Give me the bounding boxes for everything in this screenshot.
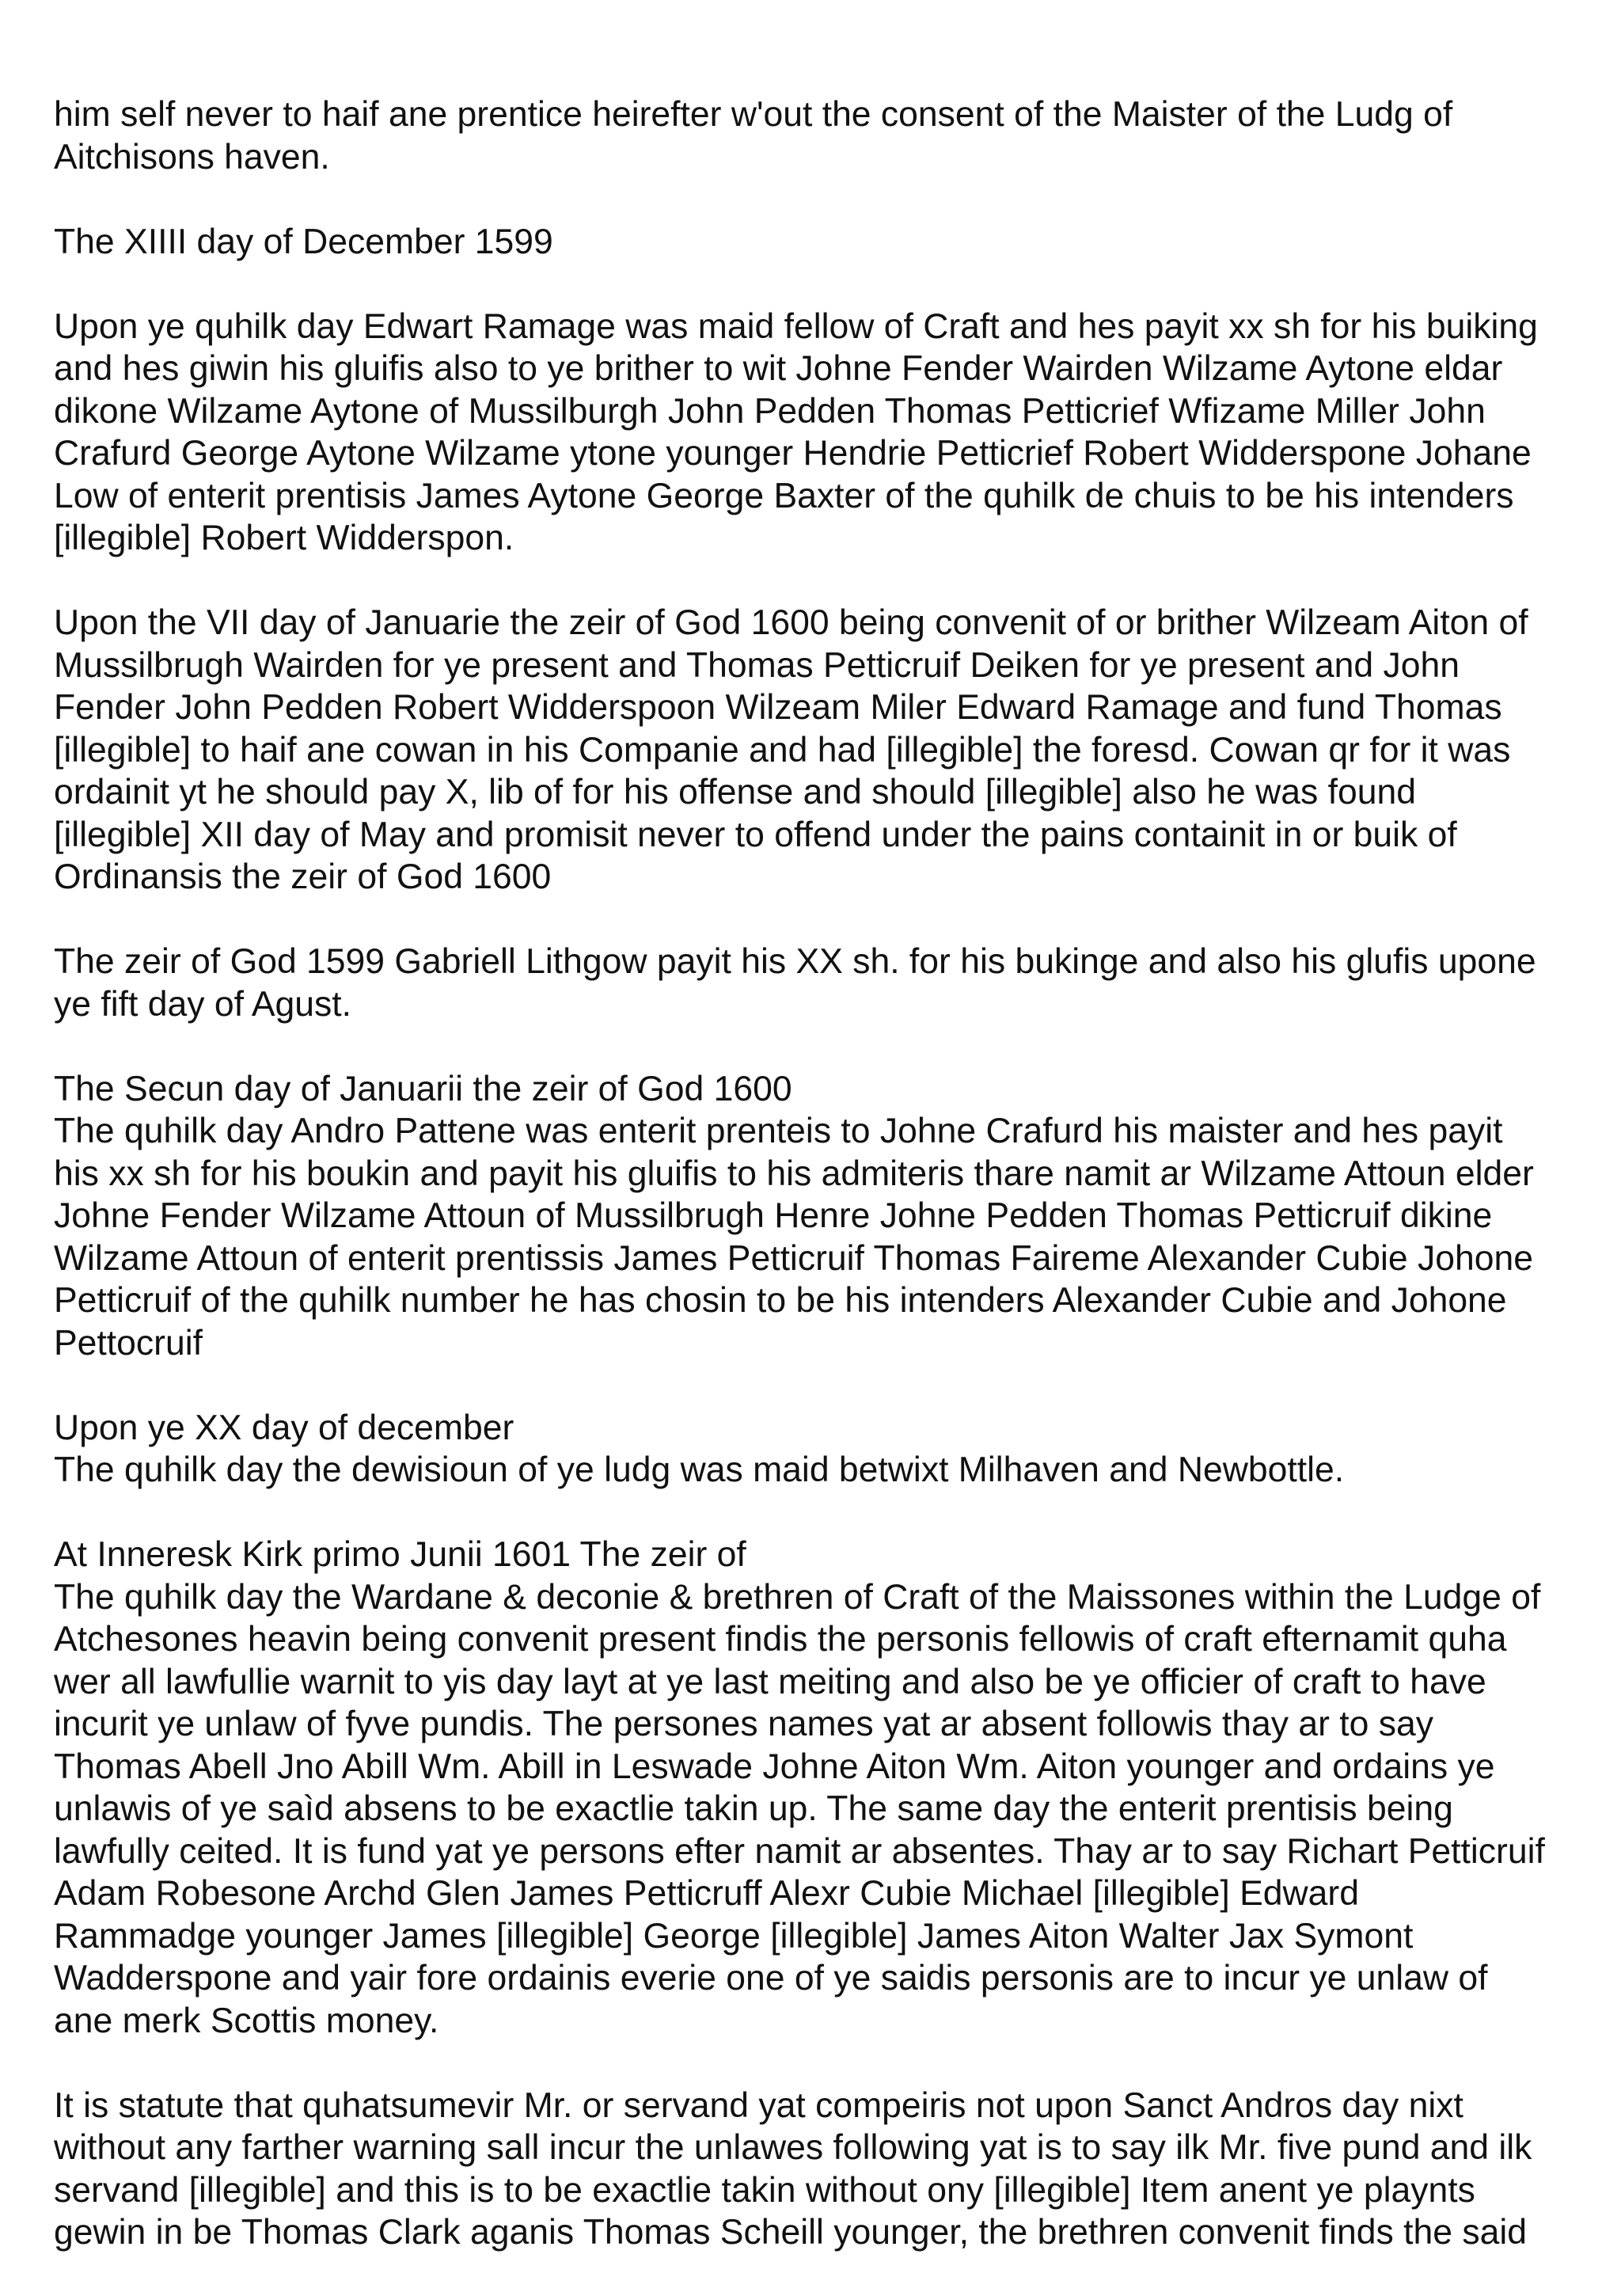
document-page bbox=[54, 93, 1605, 2296]
text-line: Pettocruif bbox=[54, 1323, 203, 1363]
text-line: ordainit yt he should pay X, lib of for his offense and should [illegible] also he was found bbox=[54, 773, 1416, 812]
text-line: servand [illegible] and this is to be exactlie takin without ony [illegible] Item anent ye playnts bbox=[54, 2170, 1475, 2210]
text-line: The Secun day of Januarii the zeir of God 1600 bbox=[54, 1069, 792, 1108]
paragraph bbox=[54, 221, 1605, 264]
text-line: gewin in be Thomas Clark aganis Thomas Scheill younger, the brethren convenit finds the said bbox=[54, 2213, 1528, 2252]
text-line: Wadderspone and yair fore ordainis everie one of ye saidis personis are to incur ye unlaw of bbox=[54, 1959, 1488, 1998]
text-line: ane merk Scottis money. bbox=[54, 2001, 439, 2040]
paragraph bbox=[54, 602, 1605, 899]
text-line: The quhilk day the Wardane & deconie & brethren of Craft of the Maissones within the Ludge of bbox=[54, 1577, 1541, 1617]
text-line: and hes giwin his gluifis also to ye brither to wit Johne Fender Wairden Wilzame Aytone eldar bbox=[54, 349, 1503, 388]
text-line: Johne Fender Wilzame Attoun of Mussilbrugh Henre Johne Pedden Thomas Petticruif dikine bbox=[54, 1196, 1493, 1235]
text-line: Crafurd George Aytone Wilzame ytone younger Hendrie Petticrief Robert Widderspone Johane bbox=[54, 434, 1532, 473]
text-line: Low of enterit prentisis James Aytone George Baxter of the quhilk de chuis to be his intenders bbox=[54, 476, 1514, 515]
paragraph bbox=[54, 306, 1605, 560]
paragraph bbox=[54, 941, 1605, 1025]
text-line: Wilzame Attoun of enterit prentissis James Petticruif Thomas Faireme Alexander Cubie Johone bbox=[54, 1238, 1534, 1278]
text-line: wer all lawfullie warnit to yis day layt at ye last meiting and also be ye officier of craft to have bbox=[54, 1662, 1486, 1701]
paragraph bbox=[54, 1407, 1605, 1492]
text-line: ye fift day of Agust. bbox=[54, 984, 351, 1024]
text-line: without any farther warning sall incur the unlawes following yat is to say ilk Mr. five pund and ilk bbox=[54, 2128, 1532, 2167]
text-line: [illegible] XII day of May and promisit never to offend under the pains containit in or buik of bbox=[54, 815, 1457, 854]
text-line: Thomas Abell Jno Abill Wm. Abill in Leswade Johne Aiton Wm. Aiton younger and ordains ye bbox=[54, 1747, 1495, 1786]
text-line: dikone Wilzame Aytone of Mussilburgh John Pedden Thomas Petticrief Wfizame Miller John bbox=[54, 391, 1486, 431]
text-line: Upon ye quhilk day Edwart Ramage was maid fellow of Craft and hes payit xx sh for his buiking bbox=[54, 306, 1538, 346]
text-line: Ordinansis the zeir of God 1600 bbox=[54, 857, 552, 896]
paragraph bbox=[54, 2085, 1605, 2254]
text-line: The quhilk day Andro Pattene was enterit prenteis to Johne Crafurd his maister and hes payit bbox=[54, 1112, 1503, 1150]
text-line: his xx sh for his boukin and payit his gluifis to his admiteris thare namit ar Wilzame Attoun elder bbox=[54, 1154, 1534, 1193]
text-line: At Inneresk Kirk primo Junii 1601 The zeir of bbox=[54, 1535, 746, 1574]
text-line: Adam Robesone Archd Glen James Petticruff Alexr Cubie Michael [illegible] Edward bbox=[54, 1874, 1359, 1913]
text-line: The XIIII day of December 1599 bbox=[54, 222, 553, 261]
text-line: [illegible] Robert Widderspon. bbox=[54, 519, 514, 557]
text-line: Aitchisons haven. bbox=[54, 137, 330, 177]
text-line: incurit ye unlaw of fyve pundis. The persones names yat ar absent followis thay ar to say bbox=[54, 1705, 1433, 1743]
text-line: The quhilk day the dewisioun of ye ludg was maid betwixt Milhaven and Newbottle. bbox=[54, 1450, 1345, 1489]
text-line: Upon the VII day of Januarie the zeir of God 1600 being convenit of or brither Wilzeam Aiton of bbox=[54, 603, 1528, 642]
paragraph bbox=[54, 1068, 1605, 1365]
paragraph bbox=[54, 93, 1605, 178]
text-line: Fender John Pedden Robert Widderspoon Wilzeam Miler Edward Ramage and fund Thomas bbox=[54, 688, 1502, 727]
text-line: Petticruif of the quhilk number he has chosin to be his intenders Alexander Cubie and Johone bbox=[54, 1281, 1507, 1320]
paragraph bbox=[54, 1534, 1605, 2042]
text-line: The zeir of God 1599 Gabriell Lithgow payit his XX sh. for his bukinge and also his glufis upone bbox=[54, 942, 1536, 981]
text-line: lawfully ceited. It is fund yat ye persons efter namit ar absentes. Thay ar to say Richart Petticruif bbox=[54, 1831, 1545, 1871]
text-line: Atchesones heavin being convenit present findis the personis fellowis of craft efternamit quha bbox=[54, 1620, 1507, 1659]
text-line: him self never to haif ane prentice heirefter w'out the consent of the Maister of the Ludg of bbox=[54, 95, 1453, 134]
text-line: unlawis of ye saìd absens to be exactlie takin up. The same day the enterit prentisis being bbox=[54, 1789, 1453, 1828]
text-line: Upon ye XX day of december bbox=[54, 1408, 514, 1447]
text-line: [illegible] to haif ane cowan in his Companie and had [illegible] the foresd. Cowan qr for it was bbox=[54, 730, 1511, 770]
text-line: Mussilbrugh Wairden for ye present and Thomas Petticruif Deiken for ye present and John bbox=[54, 645, 1460, 685]
text-line: It is statute that quhatsumevir Mr. or servand yat compeiris not upon Sanct Andros day nixt bbox=[54, 2085, 1463, 2125]
text-line: Rammadge younger James [illegible] George [illegible] James Aiton Walter Jax Symont bbox=[54, 1916, 1414, 1956]
